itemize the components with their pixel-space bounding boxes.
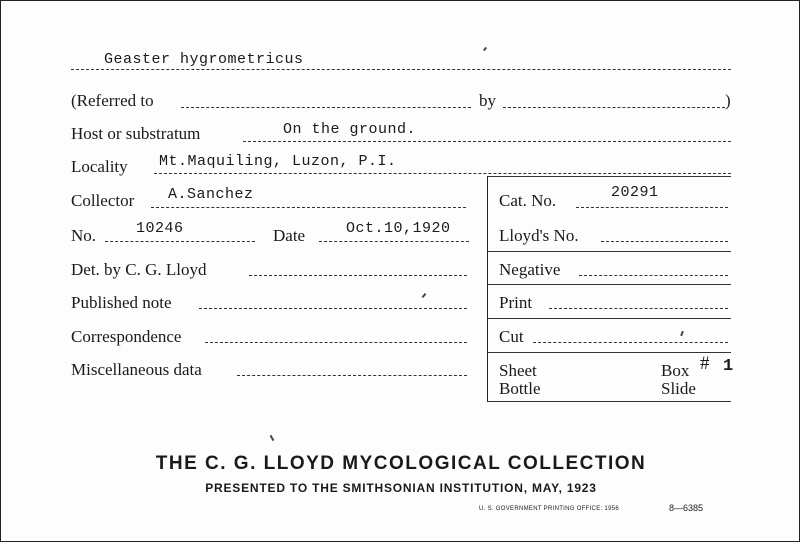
host-label: Host or substratum — [71, 124, 201, 143]
no-label: No. — [71, 226, 97, 245]
date-label: Date — [273, 226, 306, 245]
cat-no-label: Cat. No. — [499, 191, 557, 210]
locality-label: Locality — [71, 157, 128, 176]
misc-data-line — [237, 375, 467, 376]
bottle-label: Bottle — [499, 379, 541, 398]
stray-mark — [270, 435, 275, 441]
box-left-rule — [487, 176, 488, 401]
sheet-label: Sheet — [499, 361, 537, 380]
lloyds-no-label: Lloyd's No. — [499, 226, 579, 245]
correspondence-line — [205, 342, 467, 343]
negative-line — [579, 275, 728, 276]
stray-mark — [422, 293, 427, 298]
no-value: 10246 — [136, 220, 184, 237]
host-value: On the ground. — [283, 121, 417, 138]
species-line — [71, 69, 731, 70]
gpo-imprint: U. S. GOVERNMENT PRINTING OFFICE: 1956 — [479, 506, 619, 512]
published-note-label: Published note — [71, 293, 172, 312]
box-rule-2 — [487, 284, 731, 285]
host-line — [243, 141, 731, 142]
date-line — [319, 241, 469, 242]
referred-to-line — [181, 107, 471, 108]
cut-line — [533, 342, 728, 343]
collection-subtitle: PRESENTED TO THE SMITHSONIAN INSTITUTION, MAY, 1923 — [205, 481, 597, 495]
collector-label: Collector — [71, 191, 135, 210]
by-label: by — [479, 91, 496, 110]
no-line — [105, 241, 255, 242]
locality-line — [154, 173, 731, 174]
locality-value: Mt.Maquiling, Luzon, P.I. — [159, 153, 397, 170]
box-label: Box — [661, 361, 690, 380]
box-rule-4 — [487, 352, 731, 353]
misc-data-label: Miscellaneous data — [71, 360, 202, 379]
referred-to-label: (Referred to — [71, 91, 154, 110]
date-value: Oct.10,1920 — [346, 220, 451, 237]
box-hash: # — [700, 353, 710, 374]
det-by-line — [249, 275, 467, 276]
negative-label: Negative — [499, 260, 561, 279]
box-top-rule — [487, 176, 731, 177]
print-label: Print — [499, 293, 533, 312]
form-number: 8—6385 — [669, 503, 704, 513]
correspondence-label: Correspondence — [71, 327, 182, 346]
det-by-label: Det. by C. G. Lloyd — [71, 260, 207, 279]
cat-no-value: 20291 — [611, 184, 659, 201]
species-name: Geaster hygrometricus — [104, 51, 304, 68]
box-rule-1 — [487, 251, 731, 252]
box-rule-3 — [487, 318, 731, 319]
cat-no-line — [576, 207, 728, 208]
collector-value: A.Sanchez — [168, 186, 254, 203]
published-note-line — [199, 308, 467, 309]
slide-label: Slide — [661, 379, 696, 398]
box-value: 1 — [723, 357, 734, 376]
print-line — [549, 308, 728, 309]
collector-line — [151, 207, 466, 208]
stray-mark — [680, 331, 684, 336]
collection-title: THE C. G. LLOYD MYCOLOGICAL COLLECTION — [155, 453, 647, 474]
stray-mark — [483, 47, 487, 51]
closing-paren: ) — [725, 91, 731, 110]
lloyds-no-line — [601, 241, 728, 242]
box-bottom-rule — [487, 401, 731, 402]
cut-label: Cut — [499, 327, 524, 346]
by-line — [503, 107, 725, 108]
